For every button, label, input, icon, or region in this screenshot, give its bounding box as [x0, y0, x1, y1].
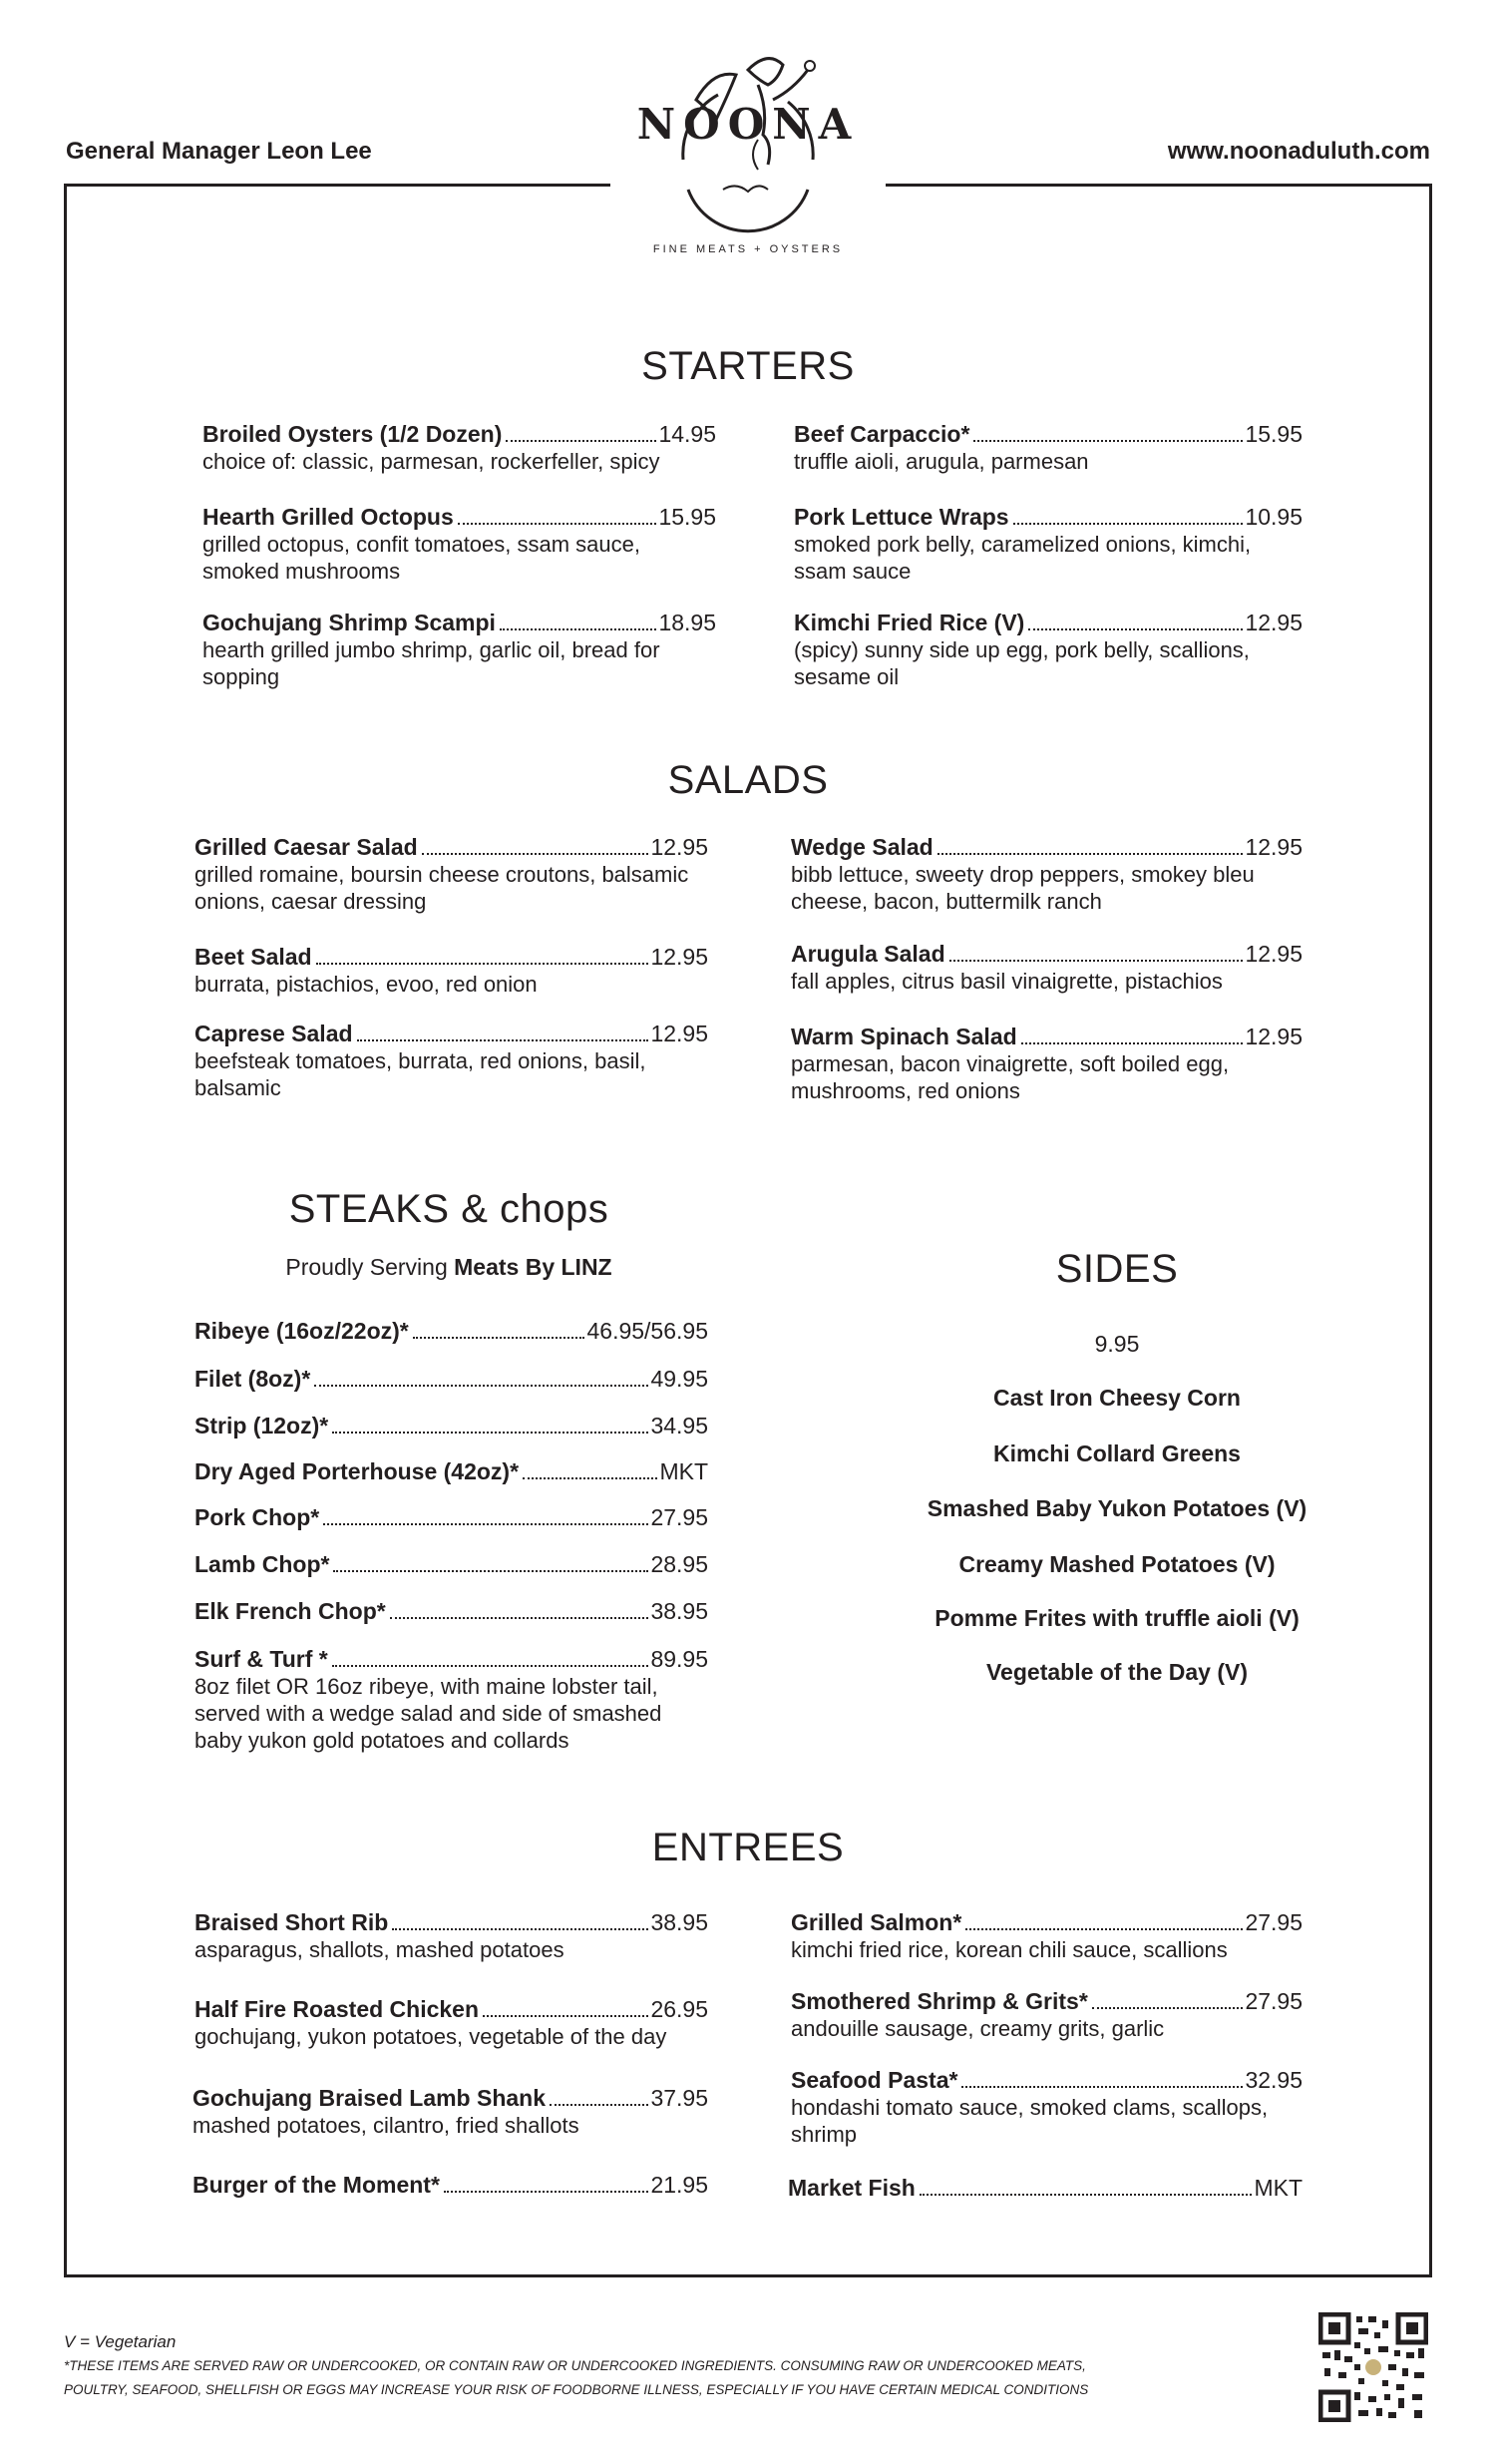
side-item: Cast Iron Cheesy Corn — [993, 1385, 1241, 1411]
menu-item: Lamb Chop* 28.95 — [194, 1551, 708, 1577]
disclaimer-line-1: *THESE ITEMS ARE SERVED RAW OR UNDERCOOKED, OR CONTAIN RAW OR UNDERCOOKED INGREDIENTS. CONSUMING RAW OR UNDERCOOKED MEATS, — [64, 2358, 1086, 2373]
menu-item: Beef Carpaccio* 15.95 truffle aioli, arugula, parmesan — [794, 421, 1303, 474]
side-item: Creamy Mashed Potatoes (V) — [958, 1551, 1276, 1577]
sides-title: SIDES — [1055, 1247, 1179, 1291]
menu-item: Seafood Pasta* 32.95 hondashi tomato sauce, smoked clams, scallops, shrimp — [791, 2067, 1303, 2147]
menu-item: Half Fire Roasted Chicken 26.95 gochujang, yukon potatoes, vegetable of the day — [194, 1996, 708, 2049]
menu-item: Wedge Salad 12.95 bibb lettuce, sweety drop peppers, smokey bleu cheese, bacon, buttermilk ranch — [791, 834, 1303, 914]
website-link[interactable]: www.noonaduluth.com — [1167, 138, 1430, 165]
menu-item: Burger of the Moment* 21.95 — [192, 2172, 708, 2198]
disclaimer-line-2: POULTRY, SEAFOOD, SHELLFISH OR EGGS MAY INCREASE YOUR RISK OF FOODBORNE ILLNESS, ESPECIALLY IF YOU HAVE CERTAIN MEDICAL CONDITIONS — [64, 2382, 1089, 2397]
menu-item: Grilled Caesar Salad 12.95 grilled romaine, boursin cheese croutons, balsamic onions, caesar dressing — [194, 834, 708, 914]
menu-item: Grilled Salmon* 27.95 kimchi fried rice, korean chili sauce, scallions — [791, 1909, 1303, 1962]
menu-item: Gochujang Braised Lamb Shank 37.95 mashed potatoes, cilantro, fried shallots — [192, 2085, 708, 2138]
side-item: Pomme Frites with truffle aioli (V) — [935, 1605, 1300, 1631]
menu-item: Surf & Turf * 89.95 8oz filet OR 16oz ribeye, with maine lobster tail, served with a wedge salad and side of smashed baby yukon gold potatoes and collards — [194, 1646, 708, 1753]
menu-item: Elk French Chop* 38.95 — [194, 1598, 708, 1624]
logo-wordmark: NOONA — [636, 100, 860, 149]
side-item: Smashed Baby Yukon Potatoes (V) — [927, 1495, 1308, 1521]
mermaid-icon — [618, 40, 878, 299]
menu-item: Ribeye (16oz/22oz)* 46.95/56.95 — [194, 1318, 708, 1344]
menu-item: Pork Lettuce Wraps 10.95 smoked pork belly, caramelized onions, kimchi, ssam sauce — [794, 504, 1303, 584]
menu-item: Strip (12oz)* 34.95 — [194, 1413, 708, 1438]
menu-item: Hearth Grilled Octopus 15.95 grilled octopus, confit tomatoes, ssam sauce, smoked mushrooms — [202, 504, 716, 584]
sides-price: 9.95 — [1094, 1331, 1140, 1357]
menu-item: Market Fish MKT — [788, 2175, 1303, 2201]
entrees-title: ENTREES — [651, 1826, 845, 1869]
menu-item: Broiled Oysters (1/2 Dozen) 14.95 choice of: classic, parmesan, rockerfeller, spicy — [202, 421, 716, 474]
menu-item: Pork Chop* 27.95 — [194, 1504, 708, 1530]
menu-item: Dry Aged Porterhouse (42oz)* MKT — [194, 1458, 708, 1484]
vegetarian-legend: V = Vegetarian — [64, 2332, 177, 2351]
side-item: Vegetable of the Day (V) — [985, 1659, 1248, 1685]
general-manager: General Manager Leon Lee — [66, 138, 372, 165]
menu-item: Braised Short Rib 38.95 asparagus, shallots, mashed potatoes — [194, 1909, 708, 1962]
steaks-title: STEAKS & chops — [288, 1187, 609, 1231]
menu-item: Kimchi Fried Rice (V) 12.95 (spicy) sunny side up egg, pork belly, scallions, sesame oil — [794, 610, 1303, 689]
menu-item: Warm Spinach Salad 12.95 parmesan, bacon vinaigrette, soft boiled egg, mushrooms, red onions — [791, 1024, 1303, 1103]
steaks-subtitle: Proudly Serving Meats By LINZ — [285, 1254, 612, 1280]
side-item: Kimchi Collard Greens — [993, 1440, 1241, 1466]
menu-item: Gochujang Shrimp Scampi 18.95 hearth grilled jumbo shrimp, garlic oil, bread for sopping — [202, 610, 716, 689]
starters-title: STARTERS — [641, 344, 855, 388]
logo-tagline: FINE MEATS + OYSTERS — [652, 243, 844, 255]
menu-item: Beet Salad 12.95 burrata, pistachios, evoo, red onion — [194, 944, 708, 997]
salads-title: SALADS — [667, 758, 829, 802]
menu-item: Smothered Shrimp & Grits* 27.95 andouille sausage, creamy grits, garlic — [791, 1988, 1303, 2041]
menu-item: Filet (8oz)* 49.95 — [194, 1366, 708, 1392]
noona-logo — [618, 40, 878, 299]
qr-code-icon[interactable] — [1318, 2312, 1428, 2422]
menu-item: Caprese Salad 12.95 beefsteak tomatoes, burrata, red onions, basil, balsamic — [194, 1021, 708, 1100]
menu-item: Arugula Salad 12.95 fall apples, citrus basil vinaigrette, pistachios — [791, 941, 1303, 994]
